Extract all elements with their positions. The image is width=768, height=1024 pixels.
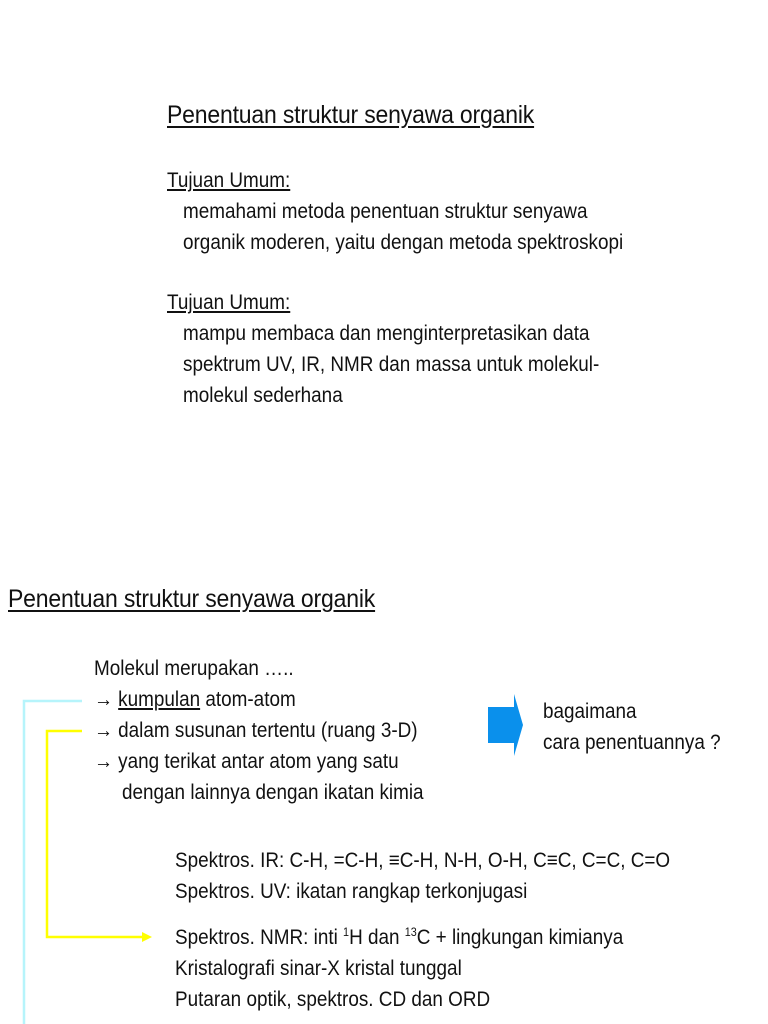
objective-1-line-2: organik moderen, yaitu dengan metoda spektroskopi bbox=[183, 231, 624, 254]
method-ir: Spektros. IR: C-H, =C-H, ≡C-H, N-H, O-H, C≡C, C=C, C=O bbox=[175, 849, 671, 872]
point-2-text: dalam susunan tertentu (ruang 3-D) bbox=[112, 719, 418, 742]
method-uv: Spektros. UV: ikatan rangkap terkonjugasi bbox=[175, 880, 528, 903]
point-1-rest: atom-atom bbox=[200, 688, 296, 711]
arrow-glyph-1: → bbox=[94, 688, 113, 711]
slide-1-title: Penentuan struktur senyawa organik bbox=[167, 101, 535, 129]
point-3-text: yang terikat antar atom yang satu bbox=[112, 750, 399, 773]
method-optical: Putaran optik, spektros. CD dan ORD bbox=[175, 988, 491, 1011]
cyan-bracket-line bbox=[24, 701, 82, 1024]
question-line-2: cara penentuannya ? bbox=[543, 731, 721, 754]
nmr-sup-13: 13 bbox=[404, 925, 417, 939]
objective-2-line-3: molekul sederhana bbox=[183, 384, 343, 407]
point-2 bbox=[94, 715, 418, 746]
nmr-sup-1: 1 bbox=[343, 925, 350, 939]
point-3-continuation: dengan lainnya dengan ikatan kimia bbox=[122, 781, 424, 804]
arrow-glyph-2: → bbox=[94, 719, 113, 742]
point-1 bbox=[94, 684, 296, 715]
nmr-prefix: Spektros. NMR: inti bbox=[175, 926, 344, 949]
method-nmr bbox=[175, 922, 623, 953]
objective-heading-1: Tujuan Umum: bbox=[167, 169, 291, 192]
objective-heading-2: Tujuan Umum: bbox=[167, 291, 291, 314]
objective-2-line-2: spektrum UV, IR, NMR dan massa untuk molekul- bbox=[183, 353, 600, 376]
objective-1-line-1: memahami metoda penentuan struktur senyawa bbox=[183, 200, 588, 223]
objective-2-line-1: mampu membaca dan menginterpretasikan data bbox=[183, 322, 590, 345]
arrow-glyph-3: → bbox=[94, 750, 113, 773]
point-3 bbox=[94, 746, 399, 777]
intro-text: Molekul merupakan ….. bbox=[94, 657, 294, 680]
point-1-term: kumpulan bbox=[118, 688, 201, 711]
blue-block-arrow bbox=[488, 694, 523, 756]
nmr-suffix: C + lingkungan kimianya bbox=[416, 926, 624, 949]
question-line-1: bagaimana bbox=[543, 700, 637, 723]
yellow-arrowhead bbox=[142, 932, 152, 942]
slide-2-title: Penentuan struktur senyawa organik bbox=[8, 585, 376, 613]
method-xray: Kristalografi sinar-X kristal tunggal bbox=[175, 957, 462, 980]
nmr-mid: H dan bbox=[349, 926, 405, 949]
